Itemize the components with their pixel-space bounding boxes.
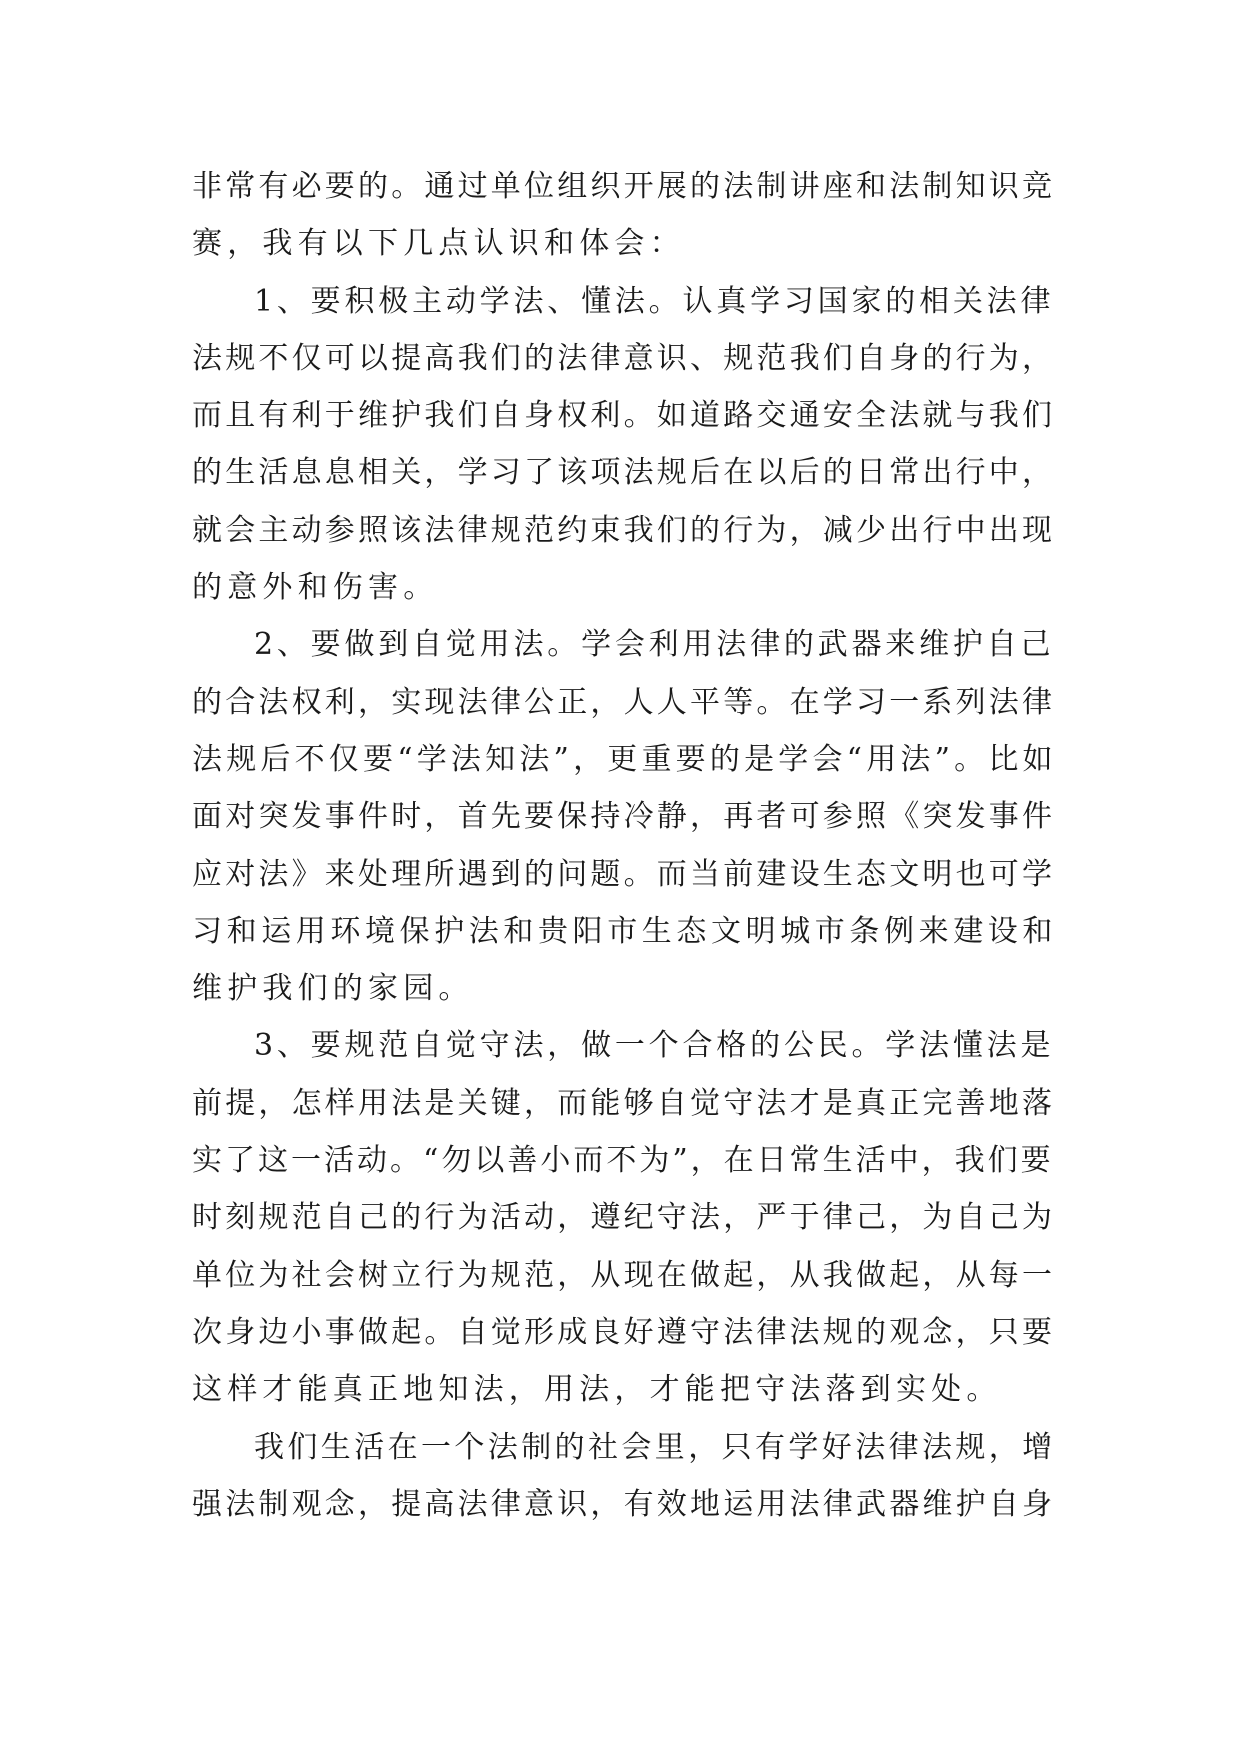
text-line: 习和运用环境保护法和贵阳市生态文明城市条例来建设和: [192, 913, 1057, 949]
text-line: 的合法权利，实现法律公正，人人平等。在学习一系列法律: [192, 684, 1056, 720]
text-line: 法规不仅可以提高我们的法律意识、规范我们自身的行为，: [192, 340, 1056, 376]
text-line: 就会主动参照该法律规范约束我们的行为，减少出行中出现: [192, 512, 1056, 548]
text-line: 法规后不仅要“学法知法”，更重要的是学会“用法”。比如: [192, 741, 1057, 777]
text-line: 时刻规范自己的行为活动，遵纪守法，严于律己，为自己为: [192, 1200, 1056, 1236]
text-line: 强法制观念，提高法律意识，有效地运用法律武器维护自身: [192, 1486, 1056, 1522]
text-line: 应对法》来处理所遇到的问题。而当前建设生态文明也可学: [192, 856, 1056, 892]
text-line: 面对突发事件时，首先要保持冷静，再者可参照《突发事件: [192, 799, 1056, 835]
text-line: 的意外和伤害。: [192, 570, 439, 606]
text-line: 我们生活在一个法制的社会里，只有学好法律法规，增: [254, 1429, 1056, 1465]
text-line: 1、要积极主动学法、懂法。认真学习国家的相关法律: [254, 283, 1055, 319]
text-line: 维护我们的家园。: [192, 971, 474, 1007]
text-line: 非常有必要的。通过单位组织开展的法制讲座和法制知识竞: [192, 169, 1056, 204]
text-line: 次身边小事做起。自觉形成良好遵守法律法规的观念，只要: [192, 1314, 1056, 1350]
text-line: 前提，怎样用法是关键，而能够自觉守法才是真正完善地落: [192, 1085, 1056, 1121]
text-line: 实了这一活动。“勿以善小而不为”，在日常生活中，我们要: [192, 1143, 1054, 1179]
text-line: 单位为社会树立行为规范，从现在做起，从我做起，从每一: [192, 1257, 1056, 1293]
document-body: [192, 158, 1057, 1533]
text-line: 而且有利于维护我们自身权利。如道路交通安全法就与我们: [192, 398, 1056, 434]
text-line: 2、要做到自觉用法。学会利用法律的武器来维护自己: [254, 627, 1055, 663]
text-line: 3、要规范自觉守法，做一个合格的公民。学法懂法是: [254, 1028, 1055, 1064]
text-line: 赛，我有以下几点认识和体会：: [192, 226, 685, 262]
text-line: 这样才能真正地知法，用法，才能把守法落到实处。: [192, 1372, 1002, 1408]
text-line: 的生活息息相关，学习了该项法规后在以后的日常出行中，: [192, 455, 1056, 491]
